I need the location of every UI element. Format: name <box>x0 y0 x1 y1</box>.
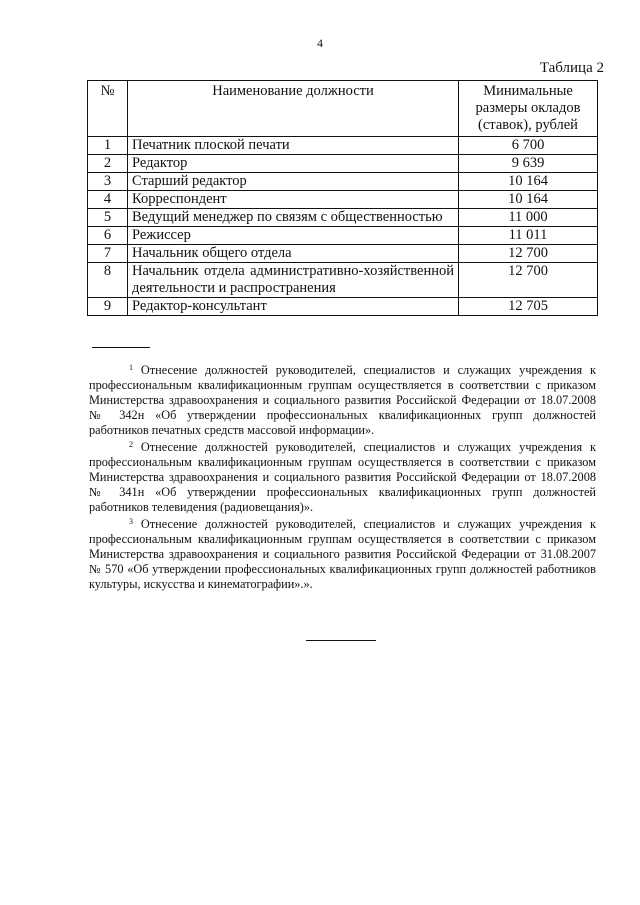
row-position-name: Начальник отдела административно-хозяйственной деятельности и распространения <box>128 263 459 298</box>
row-salary: 12 700 <box>459 263 598 298</box>
row-salary: 6 700 <box>459 137 598 155</box>
row-salary: 12 705 <box>459 298 598 316</box>
row-salary: 9 639 <box>459 155 598 173</box>
table-row <box>88 173 598 191</box>
row-salary: 10 164 <box>459 191 598 209</box>
table-row <box>88 137 598 155</box>
page-number: 4 <box>317 36 323 50</box>
footnote-separator <box>92 347 150 348</box>
footnote-text: Отнесение должностей руководителей, специалистов и служащих учреждения к профессиональным квалификационным группам осуществляется в соответствии с приказом Министерства здравоохранения и социального развития Российской Федерации от 18.07.2008 № 341н «Об утверждении профессиональных квалификационных групп должностей работников телевидения (радиовещания)». <box>89 440 596 514</box>
row-position-name: Корреспондент <box>128 191 459 209</box>
footnote-marker: 3 <box>129 517 133 526</box>
row-num: 5 <box>88 209 128 227</box>
row-salary: 11 000 <box>459 209 598 227</box>
footnote-marker: 2 <box>129 440 133 449</box>
row-num: 9 <box>88 298 128 316</box>
row-num: 6 <box>88 227 128 245</box>
footnote-1 <box>89 363 596 438</box>
row-num: 8 <box>88 263 128 298</box>
footnote-3 <box>89 517 596 592</box>
footnotes <box>89 363 596 594</box>
table-row <box>88 245 598 263</box>
end-of-document-rule <box>306 640 376 641</box>
row-position-name: Печатник плоской печати <box>128 137 459 155</box>
row-num: 3 <box>88 173 128 191</box>
table-row <box>88 155 598 173</box>
table-row <box>88 191 598 209</box>
table-row <box>88 263 598 298</box>
footnote-marker: 1 <box>129 363 133 372</box>
footnote-text: Отнесение должностей руководителей, специалистов и служащих учреждения к профессиональным квалификационным группам осуществляется в соответствии с приказом Министерства здравоохранения и социального развития Российской Федерации от 18.07.2008 № 342н «Об утверждении профессиональных квалификационных групп должностей работников печатных средств массовой информации». <box>89 363 596 437</box>
table-row <box>88 298 598 316</box>
positions-table <box>87 80 598 316</box>
footnote-text: Отнесение должностей руководителей, специалистов и служащих учреждения к профессиональным квалификационным группам осуществляется в соответствии с приказом Министерства здравоохранения и социального развития Российской Федерации от 31.08.2007 № 570 «Об утверждении профессиональных квалификационных групп должностей работников культуры, искусства и кинематографии».». <box>89 517 596 591</box>
row-salary: 10 164 <box>459 173 598 191</box>
header-num: № <box>88 81 128 137</box>
row-salary: 12 700 <box>459 245 598 263</box>
row-position-name: Редактор <box>128 155 459 173</box>
table-caption: Таблица 2 <box>539 60 604 76</box>
row-num: 2 <box>88 155 128 173</box>
row-num: 1 <box>88 137 128 155</box>
row-num: 7 <box>88 245 128 263</box>
row-position-name: Начальник общего отдела <box>128 245 459 263</box>
row-position-name: Ведущий менеджер по связям с общественностью <box>128 209 459 227</box>
table-header-row <box>88 81 598 137</box>
table-row <box>88 209 598 227</box>
row-salary: 11 011 <box>459 227 598 245</box>
row-position-name: Режиссер <box>128 227 459 245</box>
table-row <box>88 227 598 245</box>
header-position-name: Наименование должности <box>128 81 459 137</box>
header-min-salary: Минимальные размеры окладов (ставок), рублей <box>459 81 598 137</box>
row-position-name: Старший редактор <box>128 173 459 191</box>
footnote-2 <box>89 440 596 515</box>
row-position-name: Редактор-консультант <box>128 298 459 316</box>
row-num: 4 <box>88 191 128 209</box>
